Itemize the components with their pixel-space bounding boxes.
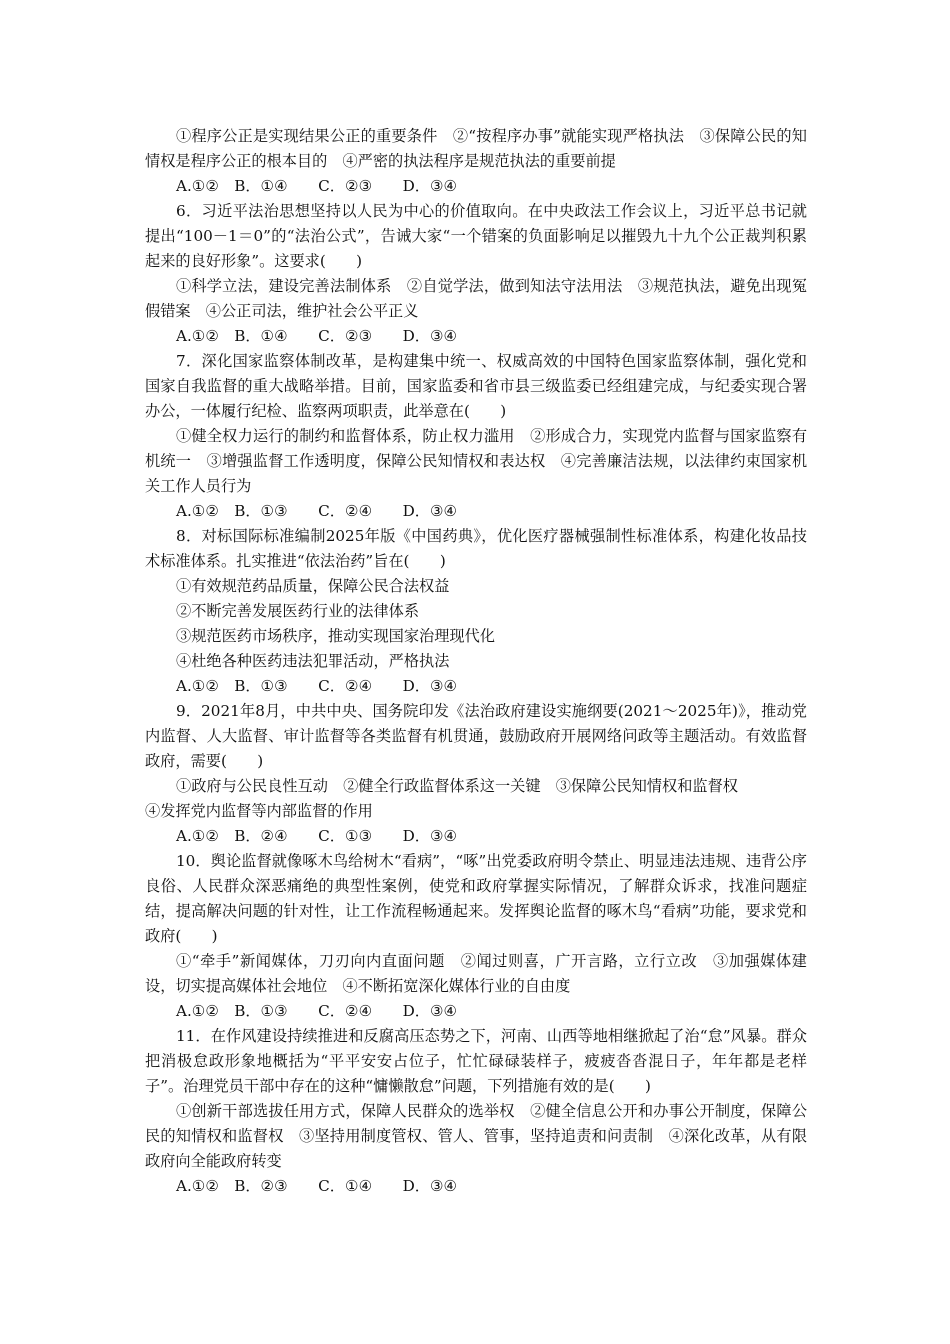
q5-statements: ①程序公正是实现结果公正的重要条件 ②“按程序办事”就能实现严格执法 ③保障公民的知情权是程序公正的根本目的 ④严密的执法程序是规范执法的重要前提 [145,127,807,170]
q6-statements: ①科学立法，建设完善法制体系 ②自觉学法，做到知法守法用法 ③规范执法，避免出现冤假错案 ④公正司法，维护社会公平正义 [145,277,807,320]
document-page [145,124,807,1199]
q10-options: A.①② B．①③ C．②④ D．③④ [176,1002,458,1020]
q8-item-4: ④杜绝各种医药违法犯罪活动，严格执法 [176,652,450,670]
q9-statements-line2: ④发挥党内监督等内部监督的作用 [145,802,373,820]
q8-item-2: ②不断完善发展医药行业的法律体系 [176,602,419,620]
q11-statements: ①创新干部选拔任用方式，保障人民群众的选举权 ②健全信息公开和办事公开制度，保障公民的知情权和监督权 ③坚持用制度管权、管人、管事，坚持追责和问责制 ④深化改革，从有限政府向全能政府转变 [145,1102,807,1170]
q6-options: A.①② B．①④ C．②③ D．③④ [176,327,458,345]
q11-options: A.①② B．②③ C．①④ D．③④ [176,1177,458,1195]
q8-stem: 8．对标国际标准编制2025年版《中国药典》，优化医疗器械强制性标准体系，构建化妆品技术标准体系。扎实推进“依法治药”旨在( ) [145,527,807,570]
q9-statements-line1: ①政府与公民良性互动 ②健全行政监督体系这一关键 ③保障公民知情权和监督权 [176,777,738,795]
q7-statements: ①健全权力运行的制约和监督体系，防止权力滥用 ②形成合力，实现党内监督与国家监察有机统一 ③增强监督工作透明度，保障公民知情权和表达权 ④完善廉洁法规，以法律约束国家机关工作人员行为 [145,427,807,495]
q7-stem: 7．深化国家监察体制改革，是构建集中统一、权威高效的中国特色国家监察体制，强化党和国家自我监督的重大战略举措。目前，国家监委和省市县三级监委已经组建完成，与纪委实现合署办公，一体履行纪检、监察两项职责，此举意在( ) [145,352,807,420]
q10-statements: ①“牵手”新闻媒体，刀刃向内直面问题 ②闻过则喜，广开言路，立行立改 ③加强媒体建设，切实提高媒体社会地位 ④不断拓宽深化媒体行业的自由度 [145,952,807,995]
q9-stem: 9．2021年8月，中共中央、国务院印发《法治政府建设实施纲要(2021～2025年)》，推动党内监督、人大监督、审计监督等各类监督有机贯通，鼓励政府开展网络问政等主题活动。有效监督政府，需要( ) [145,702,807,770]
q9-options: A.①② B．②④ C．①③ D．③④ [176,827,458,845]
q8-item-3: ③规范医药市场秩序，推动实现国家治理现代化 [176,627,495,645]
q10-stem: 10．舆论监督就像啄木鸟给树木“看病”，“啄”出党委政府明令禁止、明显违法违规、违背公序良俗、人民群众深恶痛绝的典型性案例，使党和政府掌握实际情况，了解群众诉求，找准问题症结，提高解决问题的针对性，让工作流程畅通起来。发挥舆论监督的啄木鸟“看病”功能，要求党和政府( ) [145,852,807,945]
q8-options: A.①② B．①③ C．②④ D．③④ [176,677,458,695]
q11-stem: 11．在作风建设持续推进和反腐高压态势之下，河南、山西等地相继掀起了治“怠”风暴。群众把消极怠政形象地概括为“平平安安占位子，忙忙碌碌装样子，疲疲沓沓混日子，年年都是老样子”。治理党员干部中存在的这种“慵懒散怠”问题，下列措施有效的是( ) [145,1027,807,1095]
q6-stem: 6．习近平法治思想坚持以人民为中心的价值取向。在中央政法工作会议上，习近平总书记就提出“100－1＝0”的“法治公式”，告诫大家“一个错案的负面影响足以摧毁九十九个公正裁判积累起来的良好形象”。这要求( ) [145,202,807,270]
q5-options: A.①② B．①④ C．②③ D．③④ [176,177,458,195]
q7-options: A.①② B．①③ C．②④ D．③④ [176,502,458,520]
q8-item-1: ①有效规范药品质量，保障公民合法权益 [176,577,450,595]
